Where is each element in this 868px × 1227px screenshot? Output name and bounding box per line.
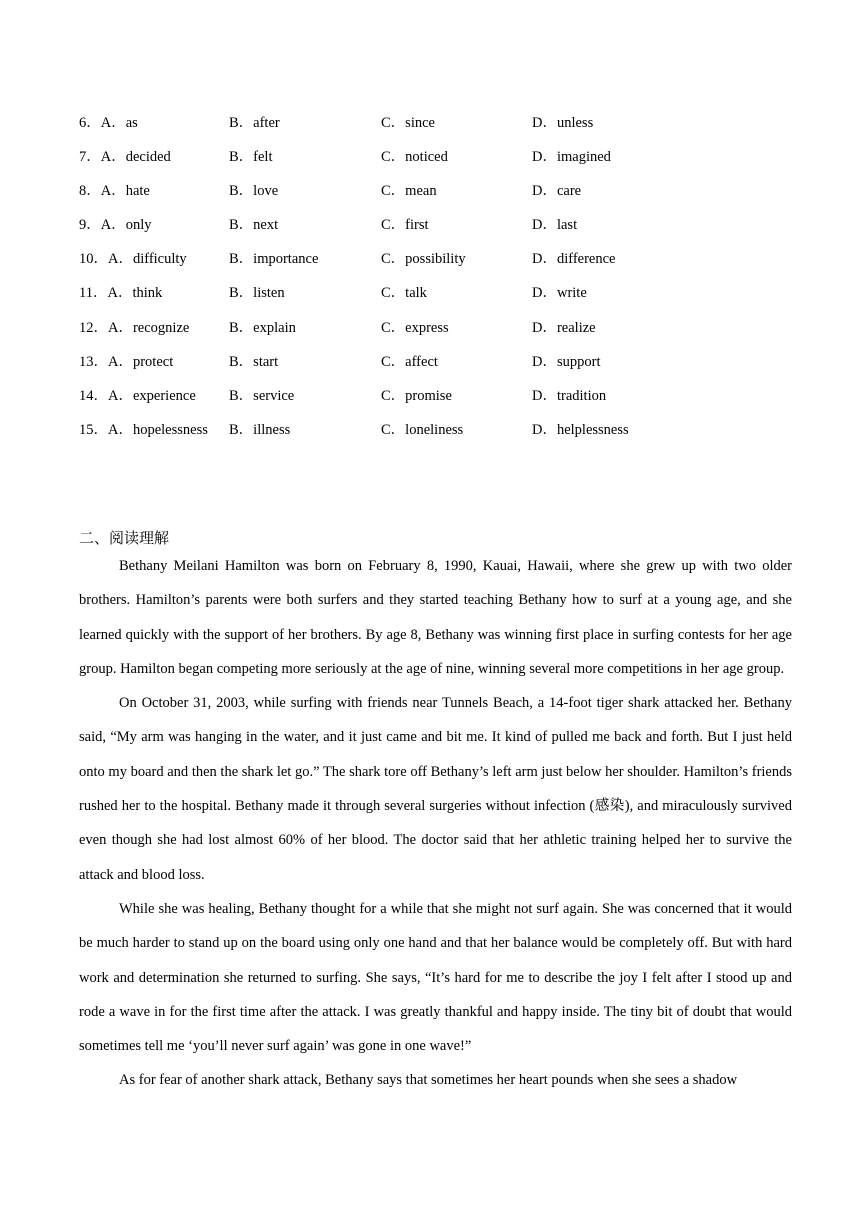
option-row-8 <box>79 177 799 211</box>
paragraph: On October 31, 2003, while surfing with friends near Tunnels Beach, a 14-foot tiger shark attacked her. Bethany said, “My arm was hanging in the water, and it just came and bit me. It kind of pulled me back and forth. But I just held onto my board and then the shark let go.” The shark tore off Bethany’s left arm just below her shoulder. Hamilton’s friends rushed her to the hospital. Bethany made it through several surgeries without infection (感染), and miraculously survived even though she had lost almost 60% of her blood. The doctor said that her athletic training helped her to survive the attack and blood loss. <box>79 695 792 883</box>
question-number: 7． <box>79 149 101 166</box>
option-d: D．last <box>532 217 578 234</box>
option-c: C．promise <box>381 387 452 404</box>
option-b: B．illness <box>229 421 291 438</box>
option-row-11 <box>79 279 799 313</box>
option-b: B．explain <box>229 319 296 336</box>
option-b: B．service <box>229 387 295 404</box>
option-c: C．since <box>381 115 435 131</box>
option-a: 8．A．hate <box>79 183 150 200</box>
option-row-13 <box>79 348 799 382</box>
option-c: C．mean <box>381 183 437 200</box>
question-number: 11． <box>79 285 108 302</box>
section-title: 二、阅读理解 <box>79 529 170 547</box>
option-row-15 <box>79 416 799 450</box>
question-number: 10． <box>79 251 108 268</box>
question-number: 13． <box>79 353 108 370</box>
option-row-9 <box>79 211 799 245</box>
option-c: C．first <box>381 217 429 234</box>
reading-passage <box>79 549 792 1098</box>
question-number: 14． <box>79 387 108 404</box>
option-c: C．loneliness <box>381 421 464 438</box>
option-row-6 <box>79 109 799 143</box>
option-a: 15．A．hopelessness <box>79 421 208 438</box>
option-d: D．support <box>532 353 601 370</box>
option-a: 7．A．decided <box>79 149 171 166</box>
question-number: 8． <box>79 183 101 200</box>
option-b: B．start <box>229 353 279 370</box>
question-number: 9． <box>79 217 101 234</box>
option-a: 6．A．as <box>79 115 138 131</box>
option-d: D．tradition <box>532 387 607 404</box>
paragraph: As for fear of another shark attack, Bethany says that sometimes her heart pounds when she sees a shadow <box>119 1072 738 1089</box>
option-d: D．helplessness <box>532 421 629 438</box>
question-number: 6． <box>79 115 101 131</box>
option-c: C．express <box>381 319 449 336</box>
option-c: C．possibility <box>381 251 466 268</box>
option-a: 13．A．protect <box>79 353 174 370</box>
question-number: 15． <box>79 421 108 438</box>
option-b: B．next <box>229 217 279 234</box>
option-row-14 <box>79 382 799 416</box>
option-b: B．felt <box>229 149 273 166</box>
option-c: C．talk <box>381 285 427 302</box>
option-d: D．difference <box>532 251 616 268</box>
option-d: D．unless <box>532 115 594 131</box>
paragraph: While she was healing, Bethany thought for a while that she might not surf again. She was concerned that it would be much harder to stand up on the board using only one hand and that her balance would be completely off. But with hard work and determination she returned to surfing. She says, “It’s hard for me to describe the joy I felt after I stood up and rode a wave in for the first time after the attack. I was greatly thankful and happy inside. The tiny bit of doubt that would sometimes tell me ‘you’ll never surf again’ was gone in one wave!” <box>79 900 792 1055</box>
option-b: B．after <box>229 115 280 131</box>
option-d: D．realize <box>532 319 596 336</box>
option-d: D．care <box>532 183 582 200</box>
question-number: 12． <box>79 319 108 336</box>
option-b: B．love <box>229 183 279 200</box>
option-c: C．affect <box>381 353 438 370</box>
option-b: B．listen <box>229 285 285 302</box>
option-d: D．imagined <box>532 149 611 166</box>
option-a: 14．A．experience <box>79 387 196 404</box>
option-row-7 <box>79 143 799 177</box>
option-row-10 <box>79 245 799 279</box>
option-d: D．write <box>532 285 587 302</box>
answer-options <box>79 109 799 450</box>
option-c: C．noticed <box>381 149 448 166</box>
option-b: B．importance <box>229 251 319 268</box>
paragraph: Bethany Meilani Hamilton was born on February 8, 1990, Kauai, Hawaii, where she grew up with two older brothers. Hamilton’s parents were both surfers and they started teaching Bethany how to surf at a young age, and she learned quickly with the support of her brothers. By age 8, Bethany was winning first place in surfing contests for her age group. Hamilton began competing more seriously at the age of nine, winning several more competitions in her age group. <box>79 558 792 677</box>
option-a: 11．A．think <box>79 285 163 302</box>
option-a: 12．A．recognize <box>79 319 190 336</box>
option-a: 9．A．only <box>79 217 152 234</box>
option-a: 10．A．difficulty <box>79 251 187 268</box>
option-row-12 <box>79 314 799 348</box>
